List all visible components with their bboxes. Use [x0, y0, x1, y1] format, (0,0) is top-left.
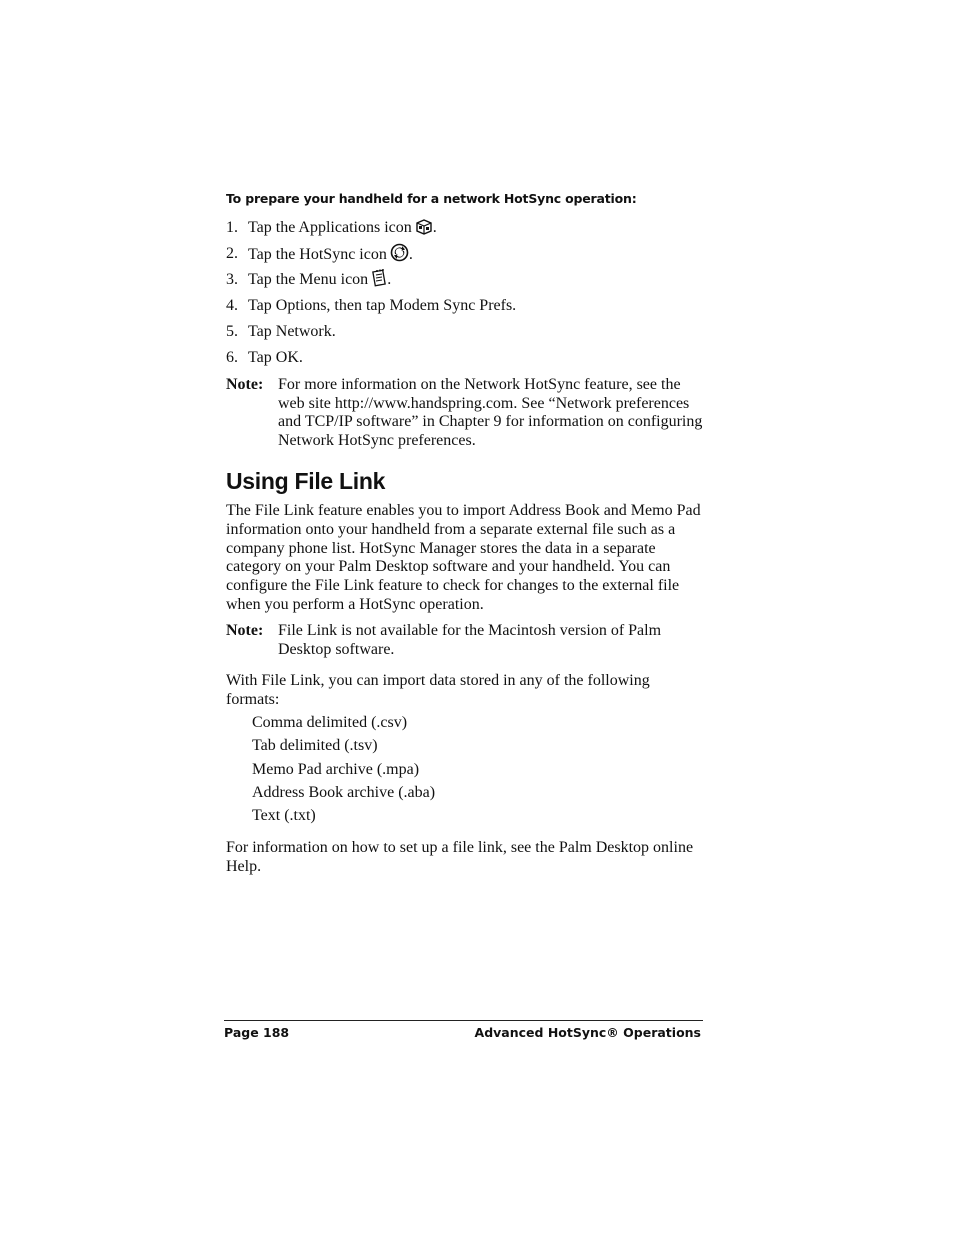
hotsync-icon [390, 243, 409, 269]
step-text: Tap the Menu icon [248, 271, 369, 288]
list-item: Tab delimited (.tsv) [252, 737, 378, 755]
note-label: Note: [226, 622, 264, 639]
list-item: Text (.txt) [252, 807, 316, 825]
step-number: 4. [226, 297, 238, 314]
note-text: File Link is not available for the Macintosh version of Palm Desktop software. [278, 622, 662, 658]
closing-paragraph: For information on how to set up a file link, see the Palm Desktop online Help. [226, 839, 694, 875]
applications-icon [415, 219, 433, 242]
step-number: 3. [226, 271, 238, 288]
page-number: Page 188 [224, 1025, 290, 1040]
menu-icon [371, 269, 387, 294]
list-item: Address Book archive (.aba) [252, 783, 436, 801]
step-number: 1. [226, 219, 238, 236]
file-link-intro: The File Link feature enables you to import Address Book and Memo Pad information onto your handheld from a separate external file such as a company phone list. HotSync Manager stores the data in a separate category on your Palm Desktop software and your handheld. You can configure the File Link feature to check for changes to the external file when you perform a HotSync operation. [226, 502, 701, 613]
list-item: Comma delimited (.csv) [252, 714, 408, 731]
step-text: Tap Options, then tap Modem Sync Prefs. [248, 297, 517, 314]
note-label: Note: [226, 376, 264, 393]
procedure-heading: To prepare your handheld for a network HotSync operation: [226, 191, 637, 206]
step-number: 6. [226, 349, 238, 366]
step-text: Tap the Applications icon [248, 219, 412, 236]
step-text: Tap Network. [248, 323, 336, 340]
list-item: Memo Pad archive (.mpa) [252, 760, 420, 778]
footer-divider [224, 1020, 703, 1021]
formats-intro: With File Link, you can import data stored in any of the following formats: [226, 672, 650, 708]
step-number: 2. [226, 245, 238, 262]
section-title: Using File Link [226, 468, 386, 494]
step-text: Tap OK. [248, 349, 303, 366]
formats-list [252, 712, 435, 828]
note-text: For more information on the Network HotSync feature, see the web site http://www.handspring.com. See “Network preferences and TCP/IP software” in Chapter 9 for information on configuring Network HotSync preferences. [278, 376, 703, 450]
step-number: 5. [226, 323, 238, 340]
document-page: To prepare your handheld for a network HotSync operation: 1. Tap the Applications icon . 2. Tap the HotSync icon . 3. Tap the Menu icon . 4. Tap Options, then tap Modem Sync Prefs. 5. Tap Network. 6. Tap OK. Note: For more information on the Network HotSync feature, see the web site http://www.handspring.com. See “Network preferences and TCP/IP software” in Chapter 9 for information on configuring Network HotSync preferences. Using File Link The File Link feature enables you to import Address Book and Memo Pad information onto your handheld from a separate external file such as a company phone list. HotSync Manager stores the data in a separate category on your Palm Desktop software and your handheld. You can configure the File Link feature to check for changes to the external file when you perform a HotSync operation. Note: File Link is not available for the Macintosh version of Palm Desktop software. With File Link, you can import data stored in any of the following formats: Comma delimited (.csv) Tab delimited (.tsv) Memo Pad archive (.mpa) Address Book archive (.aba) Text (.txt) For information on how to set up a file link, see the Palm Desktop online Help. Page 188 Advanced HotSync® Operations [0, 0, 954, 1235]
chapter-title: Advanced HotSync® Operations [474, 1025, 701, 1040]
step-text: Tap the HotSync icon [248, 246, 387, 263]
